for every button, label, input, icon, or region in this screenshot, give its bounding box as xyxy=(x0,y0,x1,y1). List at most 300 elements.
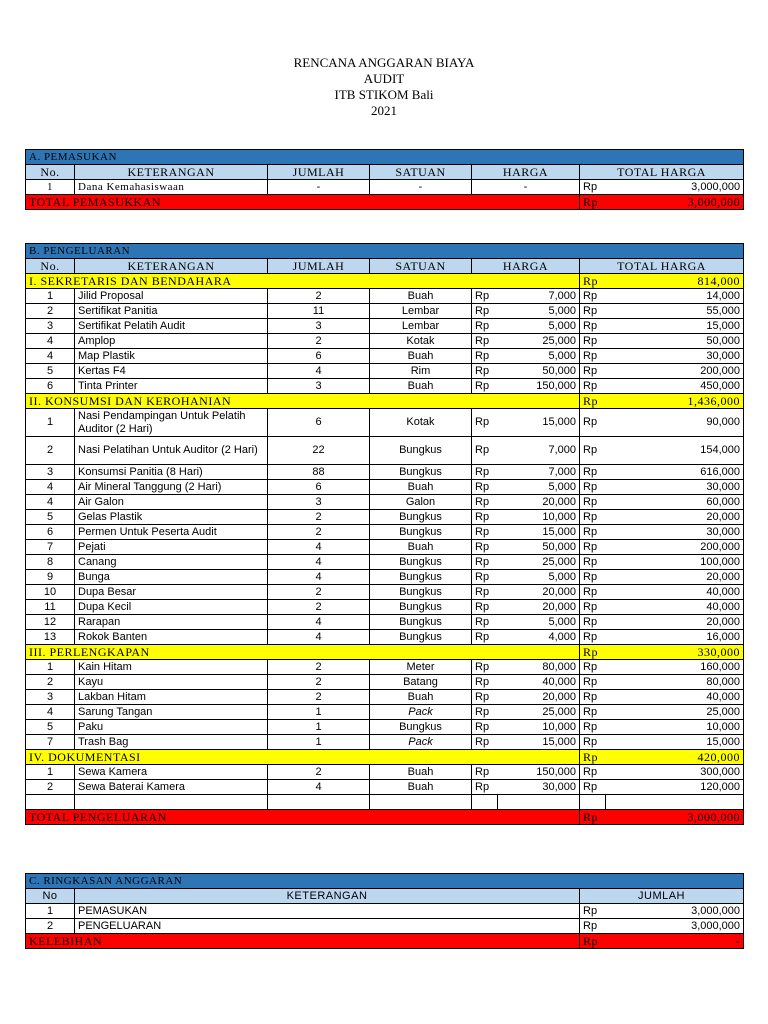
row-jumlah: 2 xyxy=(268,334,370,349)
row-no: 1 xyxy=(26,289,75,304)
row-no: 5 xyxy=(26,720,75,735)
currency-label: Rp xyxy=(472,525,498,540)
col-keterangan-header: KETERANGAN xyxy=(75,889,580,904)
row-keterangan: Nasi Pelatihan Untuk Auditor (2 Hari) xyxy=(75,437,268,465)
row-jumlah: 4 xyxy=(268,780,370,795)
empty-cell xyxy=(606,795,744,810)
row-keterangan: Gelas Plastik xyxy=(75,510,268,525)
row-jumlah: 1 xyxy=(268,735,370,750)
total-row xyxy=(26,810,744,825)
row-jumlah: 2 xyxy=(268,600,370,615)
row-no: 1 xyxy=(26,660,75,675)
table-row xyxy=(26,690,744,705)
row-keterangan: Air Galon xyxy=(75,495,268,510)
row-satuan: Meter xyxy=(370,660,472,675)
row-harga: 15,000 xyxy=(498,735,580,750)
row-harga: 25,000 xyxy=(498,334,580,349)
section-header-row xyxy=(26,150,744,165)
currency-label: Rp xyxy=(580,585,606,600)
row-keterangan: Kayu xyxy=(75,675,268,690)
currency-label: Rp xyxy=(580,525,606,540)
currency-label: Rp xyxy=(472,630,498,645)
currency-label: Rp xyxy=(472,735,498,750)
table-row xyxy=(26,705,744,720)
row-total: 300,000 xyxy=(606,765,744,780)
doc-subtitle: AUDIT xyxy=(363,71,405,86)
kelebihan-row xyxy=(26,934,744,949)
subsection-header-row xyxy=(26,394,744,409)
row-total: 200,000 xyxy=(606,540,744,555)
col-total-header: TOTAL HARGA xyxy=(580,165,744,180)
row-no: 2 xyxy=(26,437,75,465)
row-no: 4 xyxy=(26,349,75,364)
row-total: 50,000 xyxy=(606,334,744,349)
row-keterangan: Sertifikat Panitia xyxy=(75,304,268,319)
currency-label: Rp xyxy=(472,304,498,319)
row-harga: 20,000 xyxy=(498,495,580,510)
pengeluaran-table xyxy=(25,243,744,825)
currency-label: Rp xyxy=(472,690,498,705)
table-row xyxy=(26,570,744,585)
row-total: 80,000 xyxy=(606,675,744,690)
row-harga: 5,000 xyxy=(498,304,580,319)
row-jumlah: 2 xyxy=(268,525,370,540)
total-label: TOTAL PEMASUKKAN xyxy=(26,195,580,210)
row-harga: 80,000 xyxy=(498,660,580,675)
col-satuan-header: SATUAN xyxy=(370,165,472,180)
row-no: 6 xyxy=(26,379,75,394)
row-no: 9 xyxy=(26,570,75,585)
currency-label: Rp xyxy=(472,540,498,555)
table-row xyxy=(26,304,744,319)
currency-label: Rp xyxy=(472,289,498,304)
col-total-header: TOTAL HARGA xyxy=(580,259,744,274)
row-keterangan: Rokok Banten xyxy=(75,630,268,645)
subsection-title: III. PERLENGKAPAN xyxy=(26,645,580,660)
row-satuan: Bungkus xyxy=(370,615,472,630)
currency-label: Rp xyxy=(580,630,606,645)
empty-cell xyxy=(472,795,498,810)
currency-label: Rp xyxy=(580,364,606,379)
row-total: 100,000 xyxy=(606,555,744,570)
row-no: 4 xyxy=(26,705,75,720)
row-jumlah: 2 xyxy=(268,585,370,600)
currency-label: Rp xyxy=(472,780,498,795)
row-satuan: Bungkus xyxy=(370,585,472,600)
row-no: 10 xyxy=(26,585,75,600)
table-row xyxy=(26,364,744,379)
table-row xyxy=(26,465,744,480)
row-satuan: Buah xyxy=(370,765,472,780)
row-total: 20,000 xyxy=(606,510,744,525)
row-satuan: Batang xyxy=(370,675,472,690)
row-total: 15,000 xyxy=(606,319,744,334)
row-no: 11 xyxy=(26,600,75,615)
subsection-header-row xyxy=(26,645,744,660)
empty-cell xyxy=(26,795,75,810)
currency-label: Rp xyxy=(472,510,498,525)
row-harga: 50,000 xyxy=(498,364,580,379)
row-satuan: Bungkus xyxy=(370,510,472,525)
currency-label: Rp xyxy=(580,510,606,525)
table-row xyxy=(26,904,744,919)
row-harga: 15,000 xyxy=(498,525,580,540)
subsection-title: II. KONSUMSI DAN KEROHANIAN xyxy=(26,394,580,409)
row-satuan: Bungkus xyxy=(370,570,472,585)
row-total: 120,000 xyxy=(606,780,744,795)
currency-label: Rp xyxy=(472,480,498,495)
row-no: 1 xyxy=(26,904,75,919)
currency-label: Rp xyxy=(472,349,498,364)
currency-label: Rp xyxy=(580,750,606,765)
row-no: 7 xyxy=(26,735,75,750)
currency-label: Rp xyxy=(472,495,498,510)
row-jumlah: 2 xyxy=(268,510,370,525)
row-satuan: Bungkus xyxy=(370,465,472,480)
row-harga: 15,000 xyxy=(498,409,580,437)
row-keterangan: Lakban Hitam xyxy=(75,690,268,705)
empty-cell xyxy=(370,795,472,810)
row-total: 160,000 xyxy=(606,660,744,675)
currency-label: Rp xyxy=(580,289,606,304)
row-keterangan: Permen Untuk Peserta Audit xyxy=(75,525,268,540)
currency-label: Rp xyxy=(580,180,606,195)
currency-label: Rp xyxy=(472,465,498,480)
row-harga: 25,000 xyxy=(498,555,580,570)
row-satuan: Bungkus xyxy=(370,630,472,645)
row-harga: 50,000 xyxy=(498,540,580,555)
row-harga: 20,000 xyxy=(498,600,580,615)
currency-label: Rp xyxy=(580,480,606,495)
row-satuan: Kotak xyxy=(370,409,472,437)
row-total: 14,000 xyxy=(606,289,744,304)
row-satuan: Pack xyxy=(370,705,472,720)
row-satuan: Buah xyxy=(370,379,472,394)
col-satuan-header: SATUAN xyxy=(370,259,472,274)
currency-label: Rp xyxy=(472,409,498,437)
row-total: 20,000 xyxy=(606,570,744,585)
row-no: 8 xyxy=(26,555,75,570)
row-keterangan: Kertas F4 xyxy=(75,364,268,379)
col-jumlah-header: JUMLAH xyxy=(268,259,370,274)
row-total: 154,000 xyxy=(606,437,744,465)
row-jumlah: 1 xyxy=(268,720,370,735)
column-header-row xyxy=(26,259,744,274)
row-keterangan: Bunga xyxy=(75,570,268,585)
subsection-header-row xyxy=(26,750,744,765)
row-keterangan: PEMASUKAN xyxy=(75,904,580,919)
row-satuan: Bungkus xyxy=(370,720,472,735)
currency-label: Rp xyxy=(580,690,606,705)
row-satuan: Buah xyxy=(370,289,472,304)
currency-label: Rp xyxy=(580,379,606,394)
row-keterangan: Nasi Pendampingan Untuk Pelatih Auditor (2 Hari) xyxy=(75,409,268,437)
col-harga-header: HARGA xyxy=(472,165,580,180)
row-satuan: Pack xyxy=(370,735,472,750)
row-keterangan: Canang xyxy=(75,555,268,570)
row-no: 13 xyxy=(26,630,75,645)
row-jumlah: 2 xyxy=(268,675,370,690)
row-harga: 5,000 xyxy=(498,570,580,585)
col-keterangan-header: KETERANGAN xyxy=(75,165,268,180)
empty-cell xyxy=(268,795,370,810)
col-keterangan-header: KETERANGAN xyxy=(75,259,268,274)
row-keterangan: Sarung Tangan xyxy=(75,705,268,720)
row-no: 2 xyxy=(26,675,75,690)
row-harga: 10,000 xyxy=(498,720,580,735)
row-keterangan: Dupa Kecil xyxy=(75,600,268,615)
currency-label: Rp xyxy=(580,409,606,437)
currency-label: Rp xyxy=(580,195,606,210)
table-row xyxy=(26,319,744,334)
table-row xyxy=(26,349,744,364)
row-jumlah: 11 xyxy=(268,304,370,319)
row-satuan: Kotak xyxy=(370,334,472,349)
row-harga: 20,000 xyxy=(498,585,580,600)
pemasukan-table xyxy=(25,149,744,210)
doc-institution: ITB STIKOM Bali xyxy=(334,87,434,102)
row-total: 25,000 xyxy=(606,705,744,720)
row-satuan: Buah xyxy=(370,540,472,555)
table-row xyxy=(26,409,744,437)
table-row xyxy=(26,180,744,195)
total-label: TOTAL PENGELUARAN xyxy=(26,810,580,825)
row-total: 30,000 xyxy=(606,480,744,495)
row-satuan: Bungkus xyxy=(370,437,472,465)
currency-label: Rp xyxy=(580,934,606,949)
currency-label: Rp xyxy=(580,349,606,364)
row-jumlah: 4 xyxy=(268,540,370,555)
row-total: 20,000 xyxy=(606,615,744,630)
section-header-row xyxy=(26,244,744,259)
currency-label: Rp xyxy=(472,600,498,615)
row-no: 1 xyxy=(26,180,75,195)
row-satuan: Lembar xyxy=(370,319,472,334)
row-harga: 4,000 xyxy=(498,630,580,645)
row-harga: 5,000 xyxy=(498,349,580,364)
row-no: 7 xyxy=(26,540,75,555)
currency-label: Rp xyxy=(472,364,498,379)
row-total: 30,000 xyxy=(606,349,744,364)
currency-label: Rp xyxy=(580,319,606,334)
row-total: 40,000 xyxy=(606,585,744,600)
section-title: C. RINGKASAN ANGGARAN xyxy=(26,874,744,889)
row-harga: 7,000 xyxy=(498,465,580,480)
table-row xyxy=(26,585,744,600)
row-satuan: Bungkus xyxy=(370,555,472,570)
row-jumlah: 3 xyxy=(268,379,370,394)
currency-label: Rp xyxy=(472,334,498,349)
row-satuan: Buah xyxy=(370,690,472,705)
row-no: 2 xyxy=(26,304,75,319)
table-row xyxy=(26,630,744,645)
row-keterangan: Sewa Baterai Kamera xyxy=(75,780,268,795)
row-no: 6 xyxy=(26,525,75,540)
subsection-header-row xyxy=(26,274,744,289)
row-jumlah: 2 xyxy=(268,690,370,705)
table-row xyxy=(26,555,744,570)
row-harga: 150,000 xyxy=(498,765,580,780)
row-satuan: Lembar xyxy=(370,304,472,319)
currency-label: Rp xyxy=(472,720,498,735)
currency-label: Rp xyxy=(472,379,498,394)
table-row xyxy=(26,525,744,540)
row-jumlah: 3,000,000 xyxy=(606,919,744,934)
row-no: 5 xyxy=(26,510,75,525)
row-keterangan: Trash Bag xyxy=(75,735,268,750)
row-harga: 40,000 xyxy=(498,675,580,690)
row-satuan: Galon xyxy=(370,495,472,510)
column-header-row xyxy=(26,889,744,904)
subsection-title: I. SEKRETARIS DAN BENDAHARA xyxy=(26,274,580,289)
row-keterangan: Dupa Besar xyxy=(75,585,268,600)
row-satuan: Rim xyxy=(370,364,472,379)
table-row xyxy=(26,379,744,394)
subsection-subtotal: 1,436,000 xyxy=(606,394,744,409)
row-jumlah: 3,000,000 xyxy=(606,904,744,919)
row-harga: 20,000 xyxy=(498,690,580,705)
row-no: 4 xyxy=(26,334,75,349)
currency-label: Rp xyxy=(580,780,606,795)
table-row xyxy=(26,495,744,510)
section-header-row xyxy=(26,874,744,889)
row-jumlah: 88 xyxy=(268,465,370,480)
row-total: 16,000 xyxy=(606,630,744,645)
row-total: 10,000 xyxy=(606,720,744,735)
currency-label: Rp xyxy=(472,570,498,585)
currency-label: Rp xyxy=(580,394,606,409)
currency-label: Rp xyxy=(580,495,606,510)
empty-cell xyxy=(580,795,606,810)
row-harga: 30,000 xyxy=(498,780,580,795)
subsection-subtotal: 330,000 xyxy=(606,645,744,660)
row-jumlah: 4 xyxy=(268,555,370,570)
row-no: 5 xyxy=(26,364,75,379)
table-row xyxy=(26,437,744,465)
currency-label: Rp xyxy=(580,437,606,465)
row-keterangan: Sertifikat Pelatih Audit xyxy=(75,319,268,334)
row-satuan: - xyxy=(370,180,472,195)
col-jumlah-header: JUMLAH xyxy=(580,889,744,904)
row-no: 4 xyxy=(26,480,75,495)
table-row xyxy=(26,540,744,555)
ringkasan-table xyxy=(25,873,744,949)
empty-row xyxy=(26,795,744,810)
row-total: 15,000 xyxy=(606,735,744,750)
row-satuan: Bungkus xyxy=(370,525,472,540)
empty-cell xyxy=(498,795,580,810)
doc-title: RENCANA ANGGARAN BIAYA xyxy=(293,55,475,70)
row-jumlah: 3 xyxy=(268,319,370,334)
row-total: 200,000 xyxy=(606,364,744,379)
currency-label: Rp xyxy=(580,675,606,690)
row-jumlah: 6 xyxy=(268,349,370,364)
column-header-row xyxy=(26,165,744,180)
row-no: 12 xyxy=(26,615,75,630)
currency-label: Rp xyxy=(580,645,606,660)
row-total: 40,000 xyxy=(606,690,744,705)
row-no: 2 xyxy=(26,919,75,934)
kelebihan-value: - xyxy=(606,934,744,949)
currency-label: Rp xyxy=(580,735,606,750)
subsection-subtotal: 814,000 xyxy=(606,274,744,289)
row-keterangan: Air Mineral Tanggung (2 Hari) xyxy=(75,480,268,495)
row-harga: - xyxy=(472,180,580,195)
row-jumlah: 3 xyxy=(268,495,370,510)
col-harga-header: HARGA xyxy=(472,259,580,274)
row-harga: 5,000 xyxy=(498,615,580,630)
row-keterangan: Paku xyxy=(75,720,268,735)
row-no: 2 xyxy=(26,780,75,795)
total-value: 3,000,000 xyxy=(606,195,744,210)
row-harga: 10,000 xyxy=(498,510,580,525)
row-keterangan: Kain Hitam xyxy=(75,660,268,675)
row-total: 60,000 xyxy=(606,495,744,510)
currency-label: Rp xyxy=(580,615,606,630)
table-row xyxy=(26,289,744,304)
row-jumlah: - xyxy=(268,180,370,195)
currency-label: Rp xyxy=(580,919,606,934)
row-satuan: Buah xyxy=(370,349,472,364)
table-row xyxy=(26,765,744,780)
currency-label: Rp xyxy=(580,465,606,480)
row-keterangan: Map Plastik xyxy=(75,349,268,364)
currency-label: Rp xyxy=(472,705,498,720)
currency-label: Rp xyxy=(580,274,606,289)
row-satuan: Buah xyxy=(370,480,472,495)
currency-label: Rp xyxy=(472,660,498,675)
col-jumlah-header: JUMLAH xyxy=(268,165,370,180)
row-total: 30,000 xyxy=(606,525,744,540)
subsection-subtotal: 420,000 xyxy=(606,750,744,765)
subsection-title: IV. DOKUMENTASI xyxy=(26,750,580,765)
row-jumlah: 22 xyxy=(268,437,370,465)
col-no-header: No xyxy=(26,889,75,904)
row-satuan: Buah xyxy=(370,780,472,795)
currency-label: Rp xyxy=(580,810,606,825)
row-jumlah: 1 xyxy=(268,705,370,720)
row-harga: 7,000 xyxy=(498,289,580,304)
row-jumlah: 6 xyxy=(268,409,370,437)
row-jumlah: 2 xyxy=(268,660,370,675)
row-jumlah: 4 xyxy=(268,364,370,379)
row-harga: 25,000 xyxy=(498,705,580,720)
col-no-header: No. xyxy=(26,165,75,180)
row-total: 450,000 xyxy=(606,379,744,394)
total-row xyxy=(26,195,744,210)
row-total: 3,000,000 xyxy=(606,180,744,195)
currency-label: Rp xyxy=(580,660,606,675)
currency-label: Rp xyxy=(580,540,606,555)
currency-label: Rp xyxy=(580,334,606,349)
row-harga: 5,000 xyxy=(498,480,580,495)
row-jumlah: 2 xyxy=(268,765,370,780)
table-row xyxy=(26,919,744,934)
col-no-header: No. xyxy=(26,259,75,274)
table-row xyxy=(26,780,744,795)
row-keterangan: PENGELUARAN xyxy=(75,919,580,934)
table-row xyxy=(26,334,744,349)
total-value: 3,000,000 xyxy=(606,810,744,825)
row-keterangan: Pejati xyxy=(75,540,268,555)
row-keterangan: Jilid Proposal xyxy=(75,289,268,304)
section-title: A. PEMASUKAN xyxy=(26,150,744,165)
row-keterangan: Konsumsi Panitia (8 Hari) xyxy=(75,465,268,480)
section-title: B. PENGELUARAN xyxy=(26,244,744,259)
row-harga: 5,000 xyxy=(498,319,580,334)
row-keterangan: Tinta Printer xyxy=(75,379,268,394)
currency-label: Rp xyxy=(472,319,498,334)
